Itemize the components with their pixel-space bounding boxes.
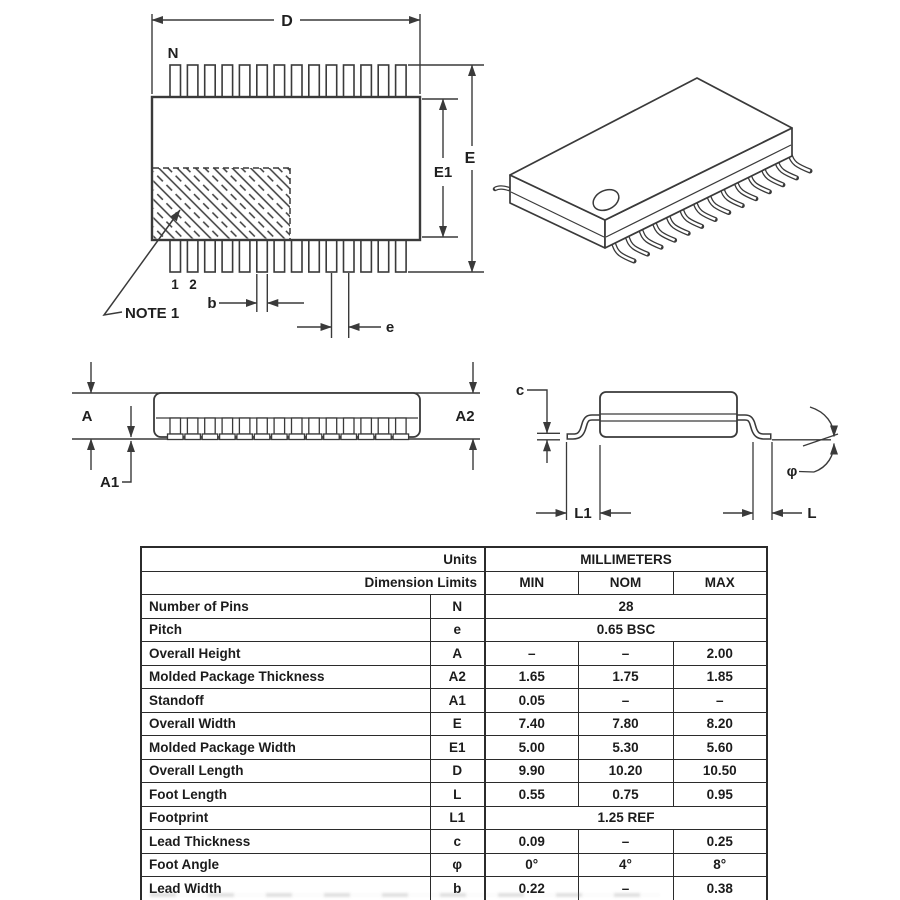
dim-min-cell: 0°: [485, 853, 578, 877]
dim-symbol-cell: c: [430, 830, 485, 854]
dim-max-cell: 0.38: [673, 877, 767, 900]
dim-label-L: L: [807, 505, 817, 522]
table-row-foot-length: [141, 783, 767, 807]
dim-symbol-cell: L: [430, 783, 485, 807]
dim-label-cell: Overall Length: [141, 759, 430, 783]
dim-label-cell: Molded Package Width: [141, 736, 430, 760]
dim-min-cell: 0.05: [485, 689, 578, 713]
dim-label-b: b: [207, 295, 217, 312]
dim-symbol-cell: b: [430, 877, 485, 900]
dim-symbol-cell: φ: [430, 853, 485, 877]
units-header-cell: Units: [141, 547, 485, 571]
table-row-lead-thickness: [141, 830, 767, 854]
pin1-number: 1: [171, 277, 179, 292]
dim-label-cell: Overall Width: [141, 712, 430, 736]
dim-label-A: A: [81, 408, 93, 425]
dim-nom-cell: –: [578, 689, 673, 713]
dim-min-cell: 1.65: [485, 665, 578, 689]
table-header-limits-row: [141, 571, 767, 595]
table-row-foot-angle: [141, 853, 767, 877]
dim-label-cell: Lead Width: [141, 877, 430, 900]
table-row-overall-width: [141, 712, 767, 736]
iso-body: [510, 78, 792, 248]
dimension-limits-header-cell: Dimension Limits: [141, 571, 485, 595]
bottom-pins-row: [170, 239, 406, 272]
dim-label-e: e: [385, 319, 395, 336]
dim-label-E: E: [464, 150, 476, 167]
pin2-number: 2: [189, 277, 197, 292]
dim-min-cell: 0.55: [485, 783, 578, 807]
dim-nom-cell: 1.75: [578, 665, 673, 689]
dim-nom-cell: –: [578, 642, 673, 666]
dim-label-cell: Molded Package Thickness: [141, 665, 430, 689]
dim-min-cell: –: [485, 642, 578, 666]
dim-label-L1: L1: [574, 505, 592, 522]
max-header-cell: MAX: [673, 571, 767, 595]
dim-symbol-cell: D: [430, 759, 485, 783]
dim-symbol-cell: E: [430, 712, 485, 736]
table-row-footprint: [141, 806, 767, 830]
dim-label-cell: Lead Thickness: [141, 830, 430, 854]
dim-max-cell: 2.00: [673, 642, 767, 666]
nom-header-cell: NOM: [578, 571, 673, 595]
dim-label-cell: Foot Angle: [141, 853, 430, 877]
dim-min-cell: 9.90: [485, 759, 578, 783]
note1-label: NOTE 1: [125, 305, 180, 322]
dim-min-cell: 5.00: [485, 736, 578, 760]
units-value-cell: MILLIMETERS: [485, 547, 767, 571]
dim-max-cell: –: [673, 689, 767, 713]
table-row-pitch: [141, 618, 767, 642]
dim-nom-cell: 10.20: [578, 759, 673, 783]
iso-end-lead: [495, 188, 509, 190]
dim-label-cell: Pitch: [141, 618, 430, 642]
table-row-overall-length: [141, 759, 767, 783]
package-end-view-diagram: [500, 350, 900, 535]
dimension-phi: [772, 407, 838, 472]
package-side-view-diagram: [60, 350, 500, 505]
dim-label-A1: A1: [100, 474, 120, 491]
dim-label-phi: φ: [786, 463, 798, 480]
dim-label-cell: Number of Pins: [141, 595, 430, 619]
dim-min-cell: 0.22: [485, 877, 578, 900]
dim-max-cell: 8°: [673, 853, 767, 877]
note1-hatched-region: [153, 168, 290, 239]
package-isometric-view: [490, 50, 890, 310]
dim-min-cell: 7.40: [485, 712, 578, 736]
dim-symbol-cell: N: [430, 595, 485, 619]
dim-nom-cell: 7.80: [578, 712, 673, 736]
dim-nom-cell: 5.30: [578, 736, 673, 760]
dim-nom-cell: 4°: [578, 853, 673, 877]
dimension-e: [297, 273, 381, 338]
scan-artifact-strip: [150, 893, 660, 897]
dim-min-cell: 0.09: [485, 830, 578, 854]
dim-label-A2: A2: [455, 408, 475, 425]
dim-symbol-cell: L1: [430, 806, 485, 830]
dim-symbol-cell: E1: [430, 736, 485, 760]
dim-label-cell: Footprint: [141, 806, 430, 830]
dim-value-cell: 28: [485, 595, 767, 619]
dimension-c: [527, 390, 560, 463]
dimension-table: [140, 546, 768, 900]
table-row-number-of-pins: [141, 595, 767, 619]
dim-max-cell: 8.20: [673, 712, 767, 736]
dim-value-cell: 0.65 BSC: [485, 618, 767, 642]
table-row-molded-thickness: [141, 665, 767, 689]
dim-max-cell: 0.95: [673, 783, 767, 807]
dim-max-cell: 0.25: [673, 830, 767, 854]
dim-nom-cell: –: [578, 877, 673, 900]
dimension-b: [219, 274, 304, 312]
dim-max-cell: 5.60: [673, 736, 767, 760]
dim-symbol-cell: A1: [430, 689, 485, 713]
dimension-L: [723, 442, 802, 520]
table-row-standoff: [141, 689, 767, 713]
dim-max-cell: 10.50: [673, 759, 767, 783]
dim-label-cell: Foot Length: [141, 783, 430, 807]
dim-max-cell: 1.85: [673, 665, 767, 689]
dim-label-c: c: [515, 382, 525, 399]
dim-label-N: N: [167, 45, 179, 62]
package-top-view-diagram: [60, 0, 500, 350]
dim-label-E1: E1: [433, 164, 453, 181]
dim-label-D: D: [281, 13, 293, 30]
dim-nom-cell: 0.75: [578, 783, 673, 807]
dim-nom-cell: –: [578, 830, 673, 854]
dim-symbol-cell: e: [430, 618, 485, 642]
table-row-molded-width: [141, 736, 767, 760]
dim-symbol-cell: A: [430, 642, 485, 666]
min-header-cell: MIN: [485, 571, 578, 595]
dim-symbol-cell: A2: [430, 665, 485, 689]
table-row-overall-height: [141, 642, 767, 666]
dim-label-cell: Standoff: [141, 689, 430, 713]
note1-leader-arrow: [104, 210, 180, 315]
dimension-A1: [122, 406, 131, 482]
dim-label-cell: Overall Height: [141, 642, 430, 666]
top-pins-row: [170, 65, 406, 98]
dim-value-cell: 1.25 REF: [485, 806, 767, 830]
table-header-units-row: [141, 547, 767, 571]
